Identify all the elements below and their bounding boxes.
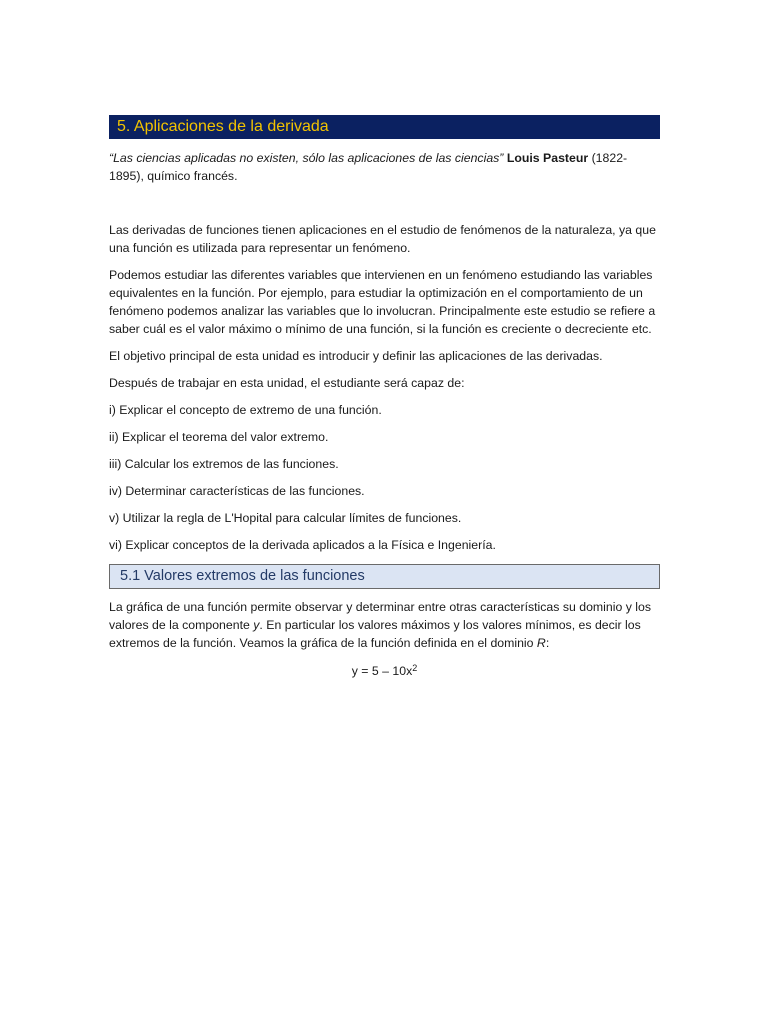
quote-author: Louis Pasteur xyxy=(506,151,589,165)
paragraph-graph-intro xyxy=(109,598,660,652)
subsection-heading: 5.1 Valores extremos de las funciones xyxy=(109,564,660,589)
objective-item: iv) Determinar características de las funciones. xyxy=(109,484,365,498)
formula-exponent: 2 xyxy=(412,663,418,673)
paragraph-objective: El objetivo principal de esta unidad es introducir y definir las aplicaciones de las derivadas. xyxy=(109,349,603,363)
paragraph-intro: Las derivadas de funciones tienen aplicaciones en el estudio de fenómenos de la naturaleza, ya que una función es utilizada para representar un fenómeno. xyxy=(109,223,656,255)
objective-item: i) Explicar el concepto de extremo de una función. xyxy=(109,403,382,417)
graph-intro-text-1: La gráfica de una función permite observar y determinar entre otras características su dominio y los valores de la componente xyxy=(109,600,652,632)
graph-intro-text-2: . En particular los valores máximos y los valores mínimos, es decir los extremos de la función. Veamos la gráfica de la función definida en el dominio xyxy=(109,618,641,650)
graph-intro-end: : xyxy=(545,636,550,650)
page-content xyxy=(109,115,660,680)
paragraph-capabilities: Después de trabajar en esta unidad, el estudiante será capaz de: xyxy=(109,376,465,390)
domain-symbol: R xyxy=(536,636,546,650)
variable-y: y xyxy=(253,618,260,632)
section-heading: 5. Aplicaciones de la derivada xyxy=(109,115,660,139)
quote-author-details: (1822-1895), químico francés. xyxy=(109,151,628,183)
objective-item: ii) Explicar el teorema del valor extremo. xyxy=(109,430,329,444)
formula-base: y = 5 – 10x xyxy=(351,664,413,678)
epigraph xyxy=(109,149,660,185)
quote-text: “Las ciencias aplicadas no existen, sólo las aplicaciones de las ciencias” xyxy=(109,151,504,165)
objective-item: vi) Explicar conceptos de la derivada aplicados a la Física e Ingeniería. xyxy=(109,538,496,552)
objective-item: iii) Calcular los extremos de las funciones. xyxy=(109,457,339,471)
paragraph-variables: Podemos estudiar las diferentes variables que intervienen en un fenómeno estudiando las variables equivalentes en la función. Por ejemplo, para estudiar la optimización en el comportamiento de un fenómeno podemos analizar las variables que lo involucran. Principalmente este estudio se refiere a saber cuál es el valor máximo o mínimo de una función, si la función es creciente o decreciente etc. xyxy=(109,268,656,336)
function-formula xyxy=(109,662,660,680)
objective-item: v) Utilizar la regla de L'Hopital para calcular límites de funciones. xyxy=(109,511,462,525)
